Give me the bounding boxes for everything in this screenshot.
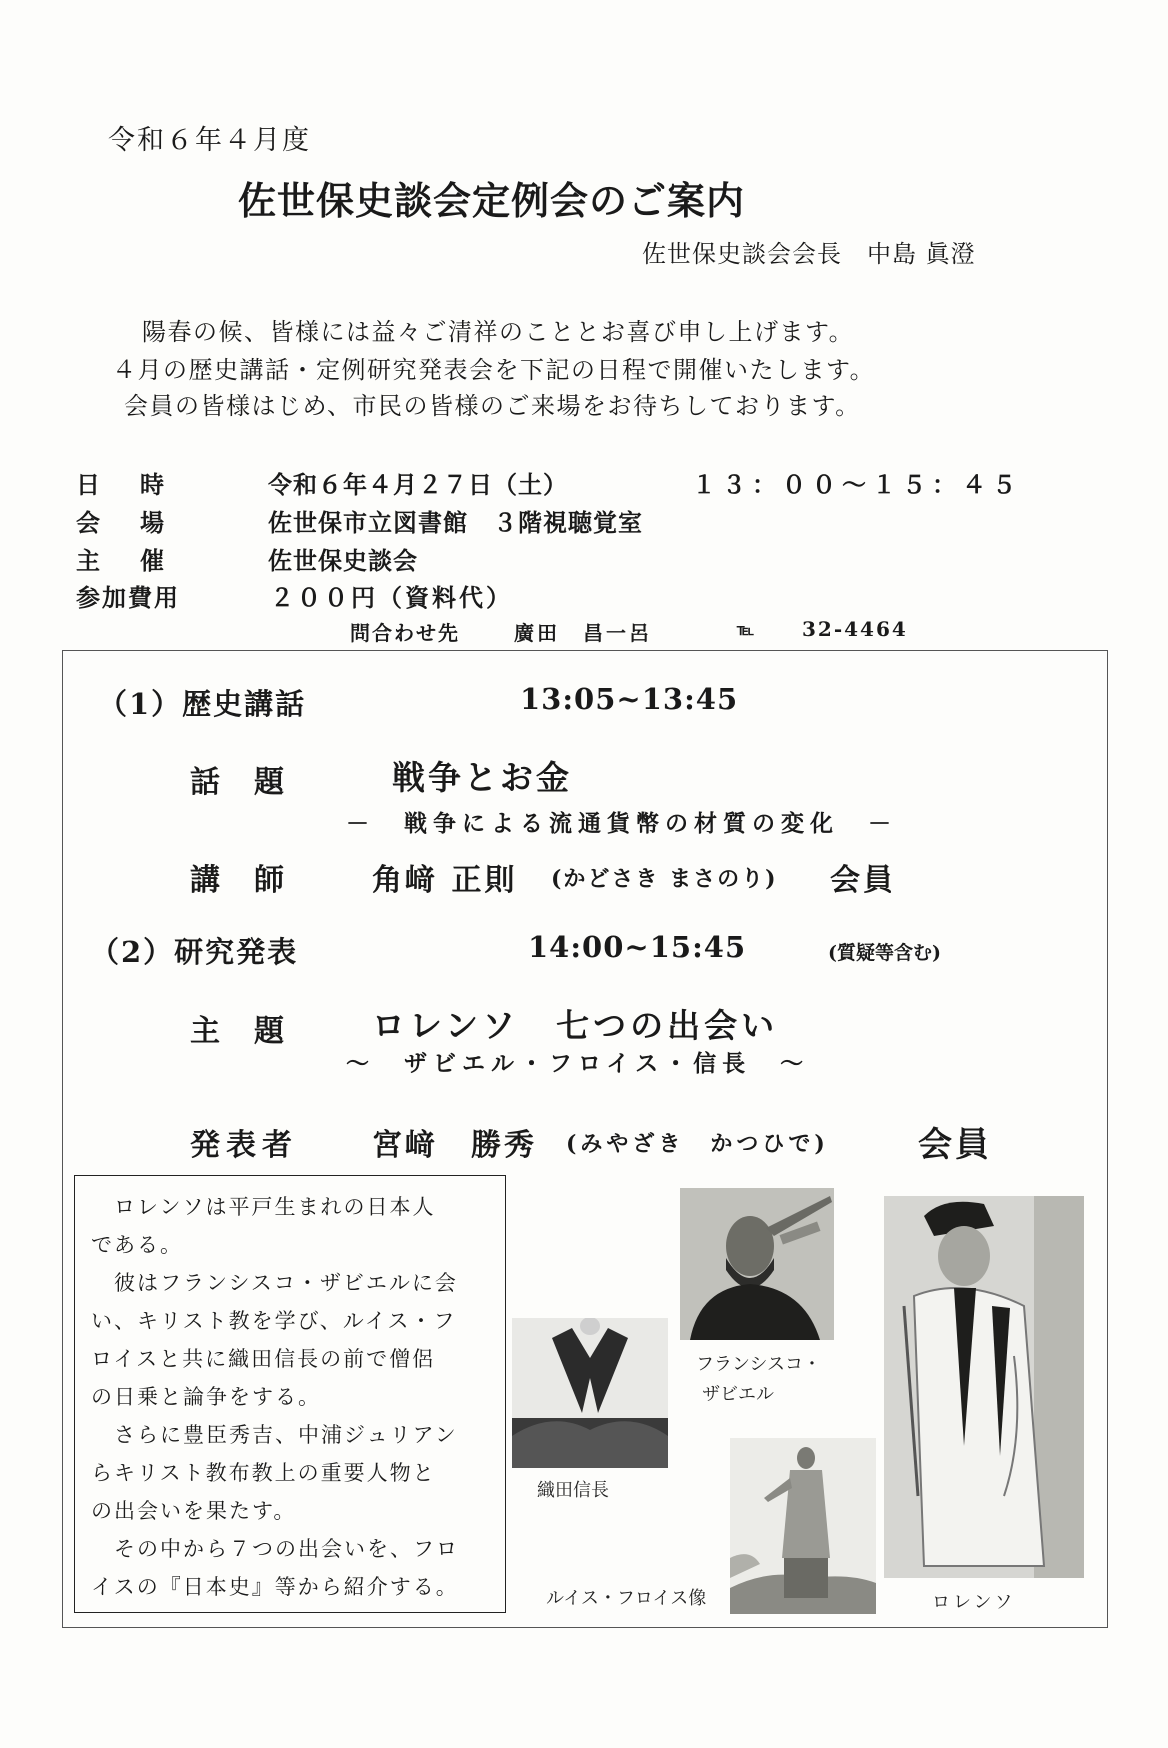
session2-time: 14:00~15:45	[528, 930, 747, 964]
description-line: の日乗と論争をする。	[91, 1385, 321, 1409]
session2-subtitle: ～ ザビエル・フロイス・信長 ～	[346, 1050, 810, 1077]
session2-theme-label: 主題	[190, 1014, 318, 1049]
greeting-line: ４月の歴史講話・定例研究発表会を下記の日程で開催いたします。	[112, 356, 876, 384]
description-box	[74, 1175, 506, 1613]
greeting-line: 会員の皆様はじめ、市民の皆様のご来場をお待ちしております。	[124, 392, 861, 420]
session1-subtitle: － 戦争による流通貨幣の材質の変化 －	[346, 810, 897, 837]
venue-value: 佐世保市立図書館 ３階視聴覚室	[268, 508, 643, 537]
lorenzo-portrait	[884, 1196, 1084, 1578]
description-line: イスの『日本史』等から紹介する。	[91, 1575, 459, 1599]
session2-label: （2）研究発表	[90, 935, 299, 969]
description-line: ロレンソは平戸生まれの日本人	[91, 1195, 436, 1219]
description-line: の出会いを果たす。	[91, 1499, 297, 1523]
host-value: 佐世保史談会	[268, 546, 418, 575]
contact-name: 廣田 昌一呂	[514, 621, 652, 645]
description-line: ロイスと共に織田信長の前で僧侶	[91, 1347, 436, 1371]
event-time: １３：００～１５：４５	[692, 470, 1022, 499]
session1-topic: 戦争とお金	[392, 758, 572, 797]
session2-presenter-label: 発表者	[190, 1128, 298, 1163]
date-heading: 令和６年４月度	[108, 125, 311, 156]
description-line: らキリスト教布教上の重要人物と	[91, 1461, 436, 1485]
description-line: い、キリスト教を学び、ルイス・フ	[91, 1309, 457, 1333]
datetime-label: 日時	[76, 470, 204, 499]
contact-label: 問合わせ先	[350, 621, 460, 645]
fee-label: 参加費用	[76, 583, 180, 612]
xavier-portrait	[680, 1188, 834, 1340]
xavier-caption-line1: フランシスコ・	[696, 1354, 822, 1375]
greeting-line: 陽春の候、皆様には益々ご清祥のこととお喜び申し上げます。	[142, 318, 855, 346]
frois-statue-photo	[730, 1438, 876, 1614]
tel-icon: ℡	[737, 620, 755, 639]
session2-presenter-reading: (みやざき かつひで)	[566, 1131, 829, 1157]
session1-topic-label: 話題	[190, 765, 318, 800]
session1-speaker-label: 講師	[190, 863, 318, 898]
lorenzo-caption: ロレンソ	[932, 1592, 1016, 1613]
venue-label: 会場	[76, 508, 204, 537]
organizer-signature: 佐世保史談会会長 中島 眞澄	[642, 240, 976, 268]
contact-phone: 32-4464	[802, 617, 908, 641]
session1-speaker-reading: (かどさき まさのり)	[551, 866, 778, 892]
session2-member: 会員	[918, 1125, 992, 1165]
fee-value: ２００円（資料代）	[270, 583, 513, 612]
nobunaga-caption: 織田信長	[537, 1480, 609, 1501]
session1-speaker: 角﨑 正則	[372, 863, 518, 898]
nobunaga-portrait	[512, 1318, 668, 1468]
frois-caption: ルイス・フロイス像	[546, 1588, 707, 1609]
description-line: 彼はフランシスコ・ザビエルに会	[91, 1271, 458, 1295]
page-title: 佐世保史談会定例会のご案内	[238, 178, 746, 223]
description-line: その中から７つの出会いを、フロ	[91, 1537, 459, 1561]
description-line: である。	[91, 1233, 183, 1257]
description-line: さらに豊臣秀吉、中浦ジュリアン	[91, 1423, 458, 1447]
session1-label: （1）歴史講話	[98, 687, 307, 721]
xavier-caption-line2: ザビエル	[702, 1384, 774, 1405]
session2-presenter: 宮﨑 勝秀	[372, 1128, 537, 1163]
event-date: 令和６年４月２７日（土）	[268, 470, 568, 499]
session2-note: (質疑等含む)	[828, 942, 941, 964]
session1-time: 13:05~13:45	[520, 682, 739, 716]
session1-member: 会員	[830, 863, 896, 898]
host-label: 主催	[76, 546, 204, 575]
session2-theme: ロレンソ 七つの出会い	[372, 1006, 779, 1045]
